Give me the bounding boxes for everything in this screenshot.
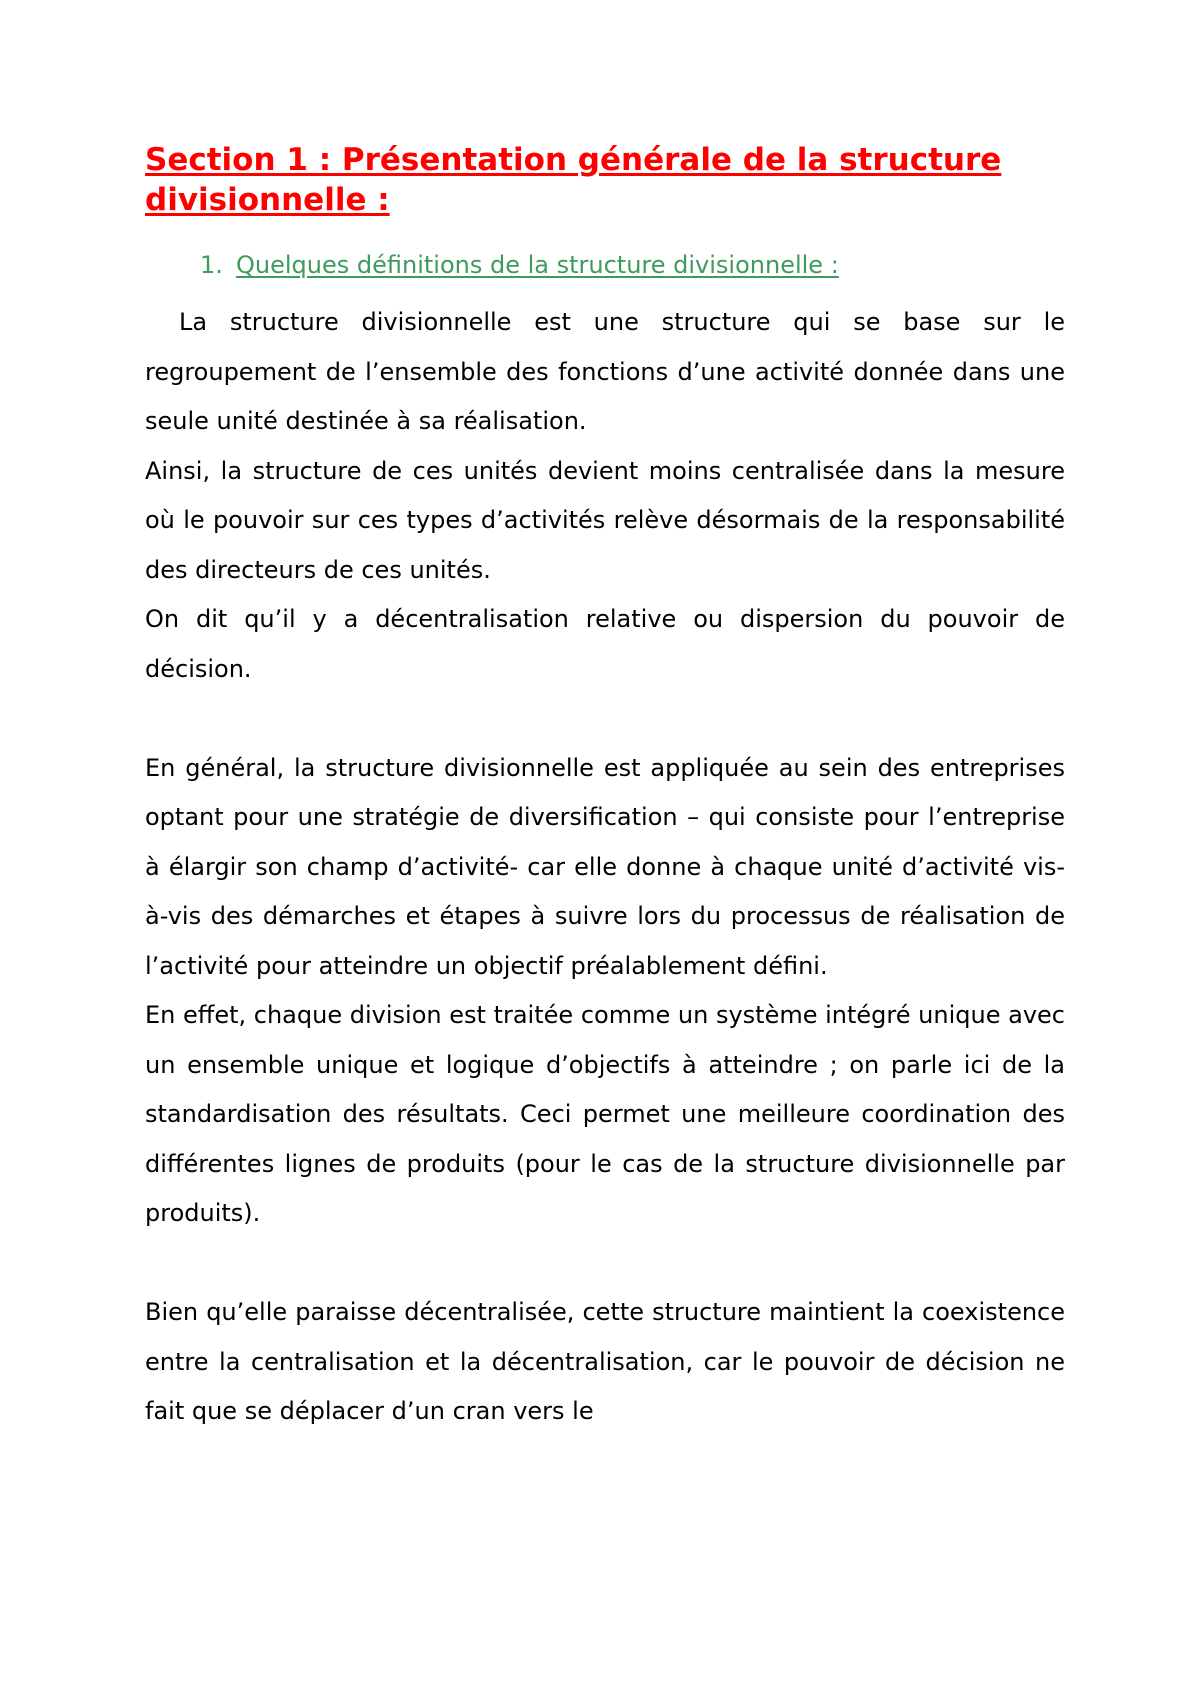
paragraph-spacer [145, 1239, 1065, 1289]
subsection-title: Quelques définitions de la structure divisionnelle : [236, 251, 839, 279]
document-body [145, 140, 1065, 1437]
paragraph-decentralisation: On dit qu’il y a décentralisation relative ou dispersion du pouvoir de décision. [145, 605, 1065, 683]
subsection-number: 1. [200, 251, 223, 279]
paragraph-coexistence: Bien qu’elle paraisse décentralisée, cette structure maintient la coexistence entre la centralisation et la décentralisation, car le pouvoir de décision ne fait que se déplacer d’un cran vers le [145, 1298, 1065, 1425]
paragraph-spacer [145, 694, 1065, 744]
paragraph-centralisation: Ainsi, la structure de ces unités devient moins centralisée dans la mesure où le pouvoir sur ces types d’activités relève désormais de la responsabilité des directeurs de ces unités. [145, 456, 1065, 584]
paragraph-standardisation: En effet, chaque division est traitée comme un système intégré unique avec un ensemble unique et logique d’objectifs à atteindre ; on parle ici de la standardisation des résultats. Ceci permet une meilleure coordination des différentes lignes de produits (pour le cas de la structure divisionnelle par produits). [145, 1001, 1065, 1227]
paragraph-definition: La structure divisionnelle est une structure qui se base sur le regroupement de l’ensemble des fonctions d’une activité donnée dans une seule unité destinée à sa réalisation. [145, 308, 1065, 435]
subsection-heading [200, 248, 1065, 282]
paragraph-diversification: En général, la structure divisionnelle est appliquée au sein des entreprises optant pour une stratégie de diversification – qui consiste pour l’entreprise à élargir son champ d’activité- car elle donne à chaque unité d’activité vis-à-vis des démarches et étapes à suivre lors du processus de réalisation de l’activité pour atteindre un objectif préalablement défini. [145, 753, 1065, 980]
section-title: Section 1 : Présentation générale de la structure divisionnelle : [145, 142, 1002, 218]
